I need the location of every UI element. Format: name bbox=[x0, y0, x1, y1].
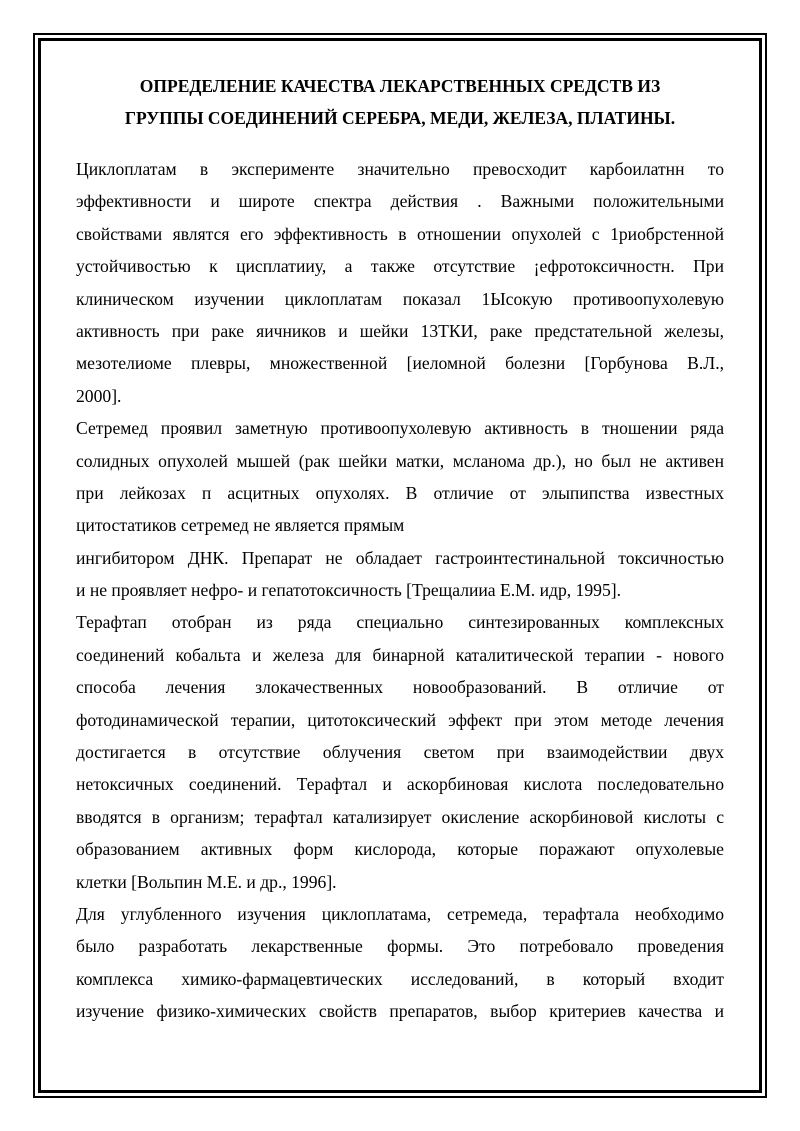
text-line: солидных опухолей мышей (рак шейки матки, мсланома др.), но был не активен bbox=[76, 450, 724, 471]
text-line: клиническом изучении циклоплатам показал 1Ысокую противоопухолевую bbox=[76, 288, 724, 309]
text-line: мезотелиоме плевры, множественной [иеломной болезни [Горбунова В.Л., bbox=[76, 353, 724, 374]
text-line: достигается в отсутствие облучения светом при взаимодействии двух bbox=[76, 742, 724, 763]
document-title bbox=[76, 70, 724, 134]
text-line: соединений кобальта и железа для бинарной каталитической терапии - нового bbox=[76, 644, 724, 665]
document-content bbox=[76, 70, 724, 1028]
text-line: Терафтап отобран из ряда специально синтезированных комплексных bbox=[76, 612, 724, 633]
text-line: клетки [Вольпин М.Е. и др., 1996]. bbox=[76, 871, 337, 892]
title-line: ОПРЕДЕЛЕНИЕ КАЧЕСТВА ЛЕКАРСТВЕННЫХ СРЕДСТВ ИЗ bbox=[139, 76, 661, 96]
body-text bbox=[76, 153, 724, 1028]
text-line: ингибитором ДНК. Препарат не обладает гастроинтестинальной токсичностью bbox=[76, 547, 724, 568]
text-line: нетоксичных соединений. Терафтал и аскорбиновая кислота последовательно bbox=[76, 774, 724, 795]
text-line: цитостатиков сетремед не является прямым bbox=[76, 515, 405, 536]
text-line: было разработать лекарственные формы. Это потребовало проведения bbox=[76, 936, 724, 957]
text-line: комплекса химико-фармацевтических исследований, в который входит bbox=[76, 968, 724, 989]
text-line: Сетремед проявил заметную противоопухолевую активность в тношении ряда bbox=[76, 418, 724, 439]
text-line: 2000]. bbox=[76, 385, 122, 406]
text-line: активность при раке яичников и шейки 13ТКИ, раке предстательной железы, bbox=[76, 320, 724, 341]
text-line: эффективности и широте спектра действия . Важными положительными bbox=[76, 191, 724, 212]
text-line: и не проявляет нефро- и гепатотоксичность [Трещалииа Е.М. идр, 1995]. bbox=[76, 580, 622, 601]
text-line: при лейкозах п асцитных опухолях. В отличие от элыпипства известных bbox=[76, 482, 724, 503]
text-line: образованием активных форм кислорода, которые поражают опухолевые bbox=[76, 839, 724, 860]
text-line: вводятся в организм; терафтал катализирует окисление аскорбиновой кислоты с bbox=[76, 806, 724, 827]
text-line: устойчивостью к цисплатииу, а также отсутствие ¡ефротоксичностн. При bbox=[76, 256, 724, 277]
text-line: свойствами являтся его эффективность в отношении опухолей с 1риобрстенной bbox=[76, 223, 724, 244]
text-line: Для углубленного изучения циклоплатама, сетремеда, терафтала необходимо bbox=[76, 903, 724, 924]
text-line: изучение физико-химических свойств препаратов, выбор критериев качества и bbox=[76, 1001, 724, 1022]
text-line: Циклоплатам в эксперименте значительно превосходит карбоилатнн то bbox=[76, 159, 724, 179]
text-line: способа лечения злокачественных новообразований. В отличие от bbox=[76, 677, 724, 698]
text-line: фотодинамической терапии, цитотоксический эффект при этом методе лечения bbox=[76, 709, 724, 730]
title-line: ГРУППЫ СОЕДИНЕНИЙ СЕРЕБРА, МЕДИ, ЖЕЛЕЗА, ПЛАТИНЫ. bbox=[124, 108, 676, 128]
